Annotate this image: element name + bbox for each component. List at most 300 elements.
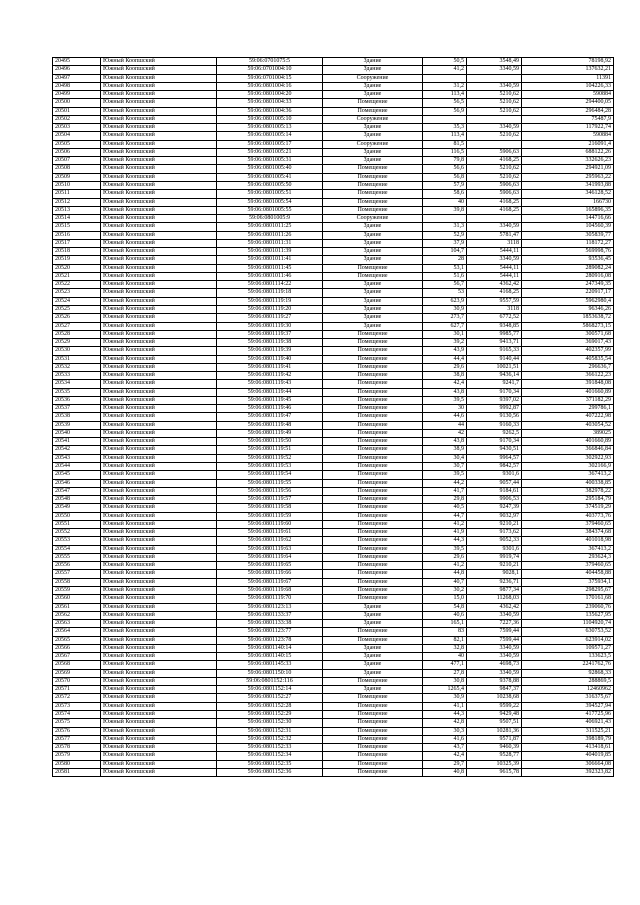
value-cell: 590884 bbox=[522, 91, 614, 99]
price-cell: 3340,59 bbox=[467, 82, 522, 90]
table-row bbox=[53, 545, 614, 553]
row-id-cell: 20517 bbox=[53, 239, 101, 247]
value-cell: 407222,98 bbox=[522, 413, 614, 421]
area-cell: 30,9 bbox=[423, 694, 467, 702]
value-cell: 400338,85 bbox=[522, 479, 614, 487]
table-row bbox=[53, 644, 614, 652]
cadastral-number-cell: 59:06:0801119:37 bbox=[217, 330, 323, 338]
object-type-cell: Помещение bbox=[323, 677, 423, 685]
object-type-cell: Помещение bbox=[323, 479, 423, 487]
object-type-cell: Помещение bbox=[323, 520, 423, 528]
price-cell: 9919,74 bbox=[467, 553, 522, 561]
table-row bbox=[53, 289, 614, 297]
object-type-cell: Здание bbox=[323, 686, 423, 694]
row-id-cell: 20510 bbox=[53, 181, 101, 189]
cadastral-number-cell: 59:06:0801005:40 bbox=[217, 165, 323, 173]
price-cell: 9528,77 bbox=[467, 752, 522, 760]
table-row bbox=[53, 446, 614, 454]
district-cell: Южный Коопшский bbox=[101, 405, 217, 413]
table-row bbox=[53, 463, 614, 471]
row-id-cell: 20520 bbox=[53, 264, 101, 272]
row-id-cell: 20575 bbox=[53, 719, 101, 727]
table-row bbox=[53, 148, 614, 156]
area-cell: 113,4 bbox=[423, 91, 467, 99]
area-cell: 39,8 bbox=[423, 206, 467, 214]
price-cell: 9571,87 bbox=[467, 735, 522, 743]
cadastral-number-cell: 59:06:0801005:51 bbox=[217, 190, 323, 198]
object-type-cell: Помещение bbox=[323, 446, 423, 454]
area-cell: 32,8 bbox=[423, 644, 467, 652]
cadastral-table-sheet bbox=[52, 57, 613, 777]
area-cell: 44,7 bbox=[423, 512, 467, 520]
value-cell: 293624,3 bbox=[522, 553, 614, 561]
area-cell: 37,9 bbox=[423, 239, 467, 247]
value-cell: 288869,5 bbox=[522, 677, 614, 685]
district-cell: Южный Коопшский bbox=[101, 686, 217, 694]
area-cell: 44,3 bbox=[423, 537, 467, 545]
table-row bbox=[53, 264, 614, 272]
table-row bbox=[53, 661, 614, 669]
district-cell: Южный Коопшский bbox=[101, 496, 217, 504]
cadastral-number-cell: 59:06:0801119:58 bbox=[217, 504, 323, 512]
cadastral-number-cell: 59:06:0801119:61 bbox=[217, 529, 323, 537]
price-cell: 9165,33 bbox=[467, 347, 522, 355]
table-row bbox=[53, 595, 614, 603]
district-cell: Южный Коопшский bbox=[101, 74, 217, 82]
price-cell: 6772,52 bbox=[467, 314, 522, 322]
value-cell: 109571,27 bbox=[522, 644, 614, 652]
district-cell: Южный Коопшский bbox=[101, 148, 217, 156]
district-cell: Южный Коопшский bbox=[101, 115, 217, 123]
row-id-cell: 20543 bbox=[53, 454, 101, 462]
row-id-cell: 20571 bbox=[53, 686, 101, 694]
table-row bbox=[53, 198, 614, 206]
object-type-cell: Помещение bbox=[323, 272, 423, 280]
row-id-cell: 20541 bbox=[53, 438, 101, 446]
row-id-cell: 20534 bbox=[53, 380, 101, 388]
object-type-cell: Помещение bbox=[323, 710, 423, 718]
value-cell: 316375,67 bbox=[522, 694, 614, 702]
cadastral-number-cell: 59:06:0801152:27 bbox=[217, 694, 323, 702]
price-cell: 4168,25 bbox=[467, 198, 522, 206]
cadastral-number-cell: 59:06:0801119:46 bbox=[217, 405, 323, 413]
cadastral-number-cell: 59:06:0801114:22 bbox=[217, 281, 323, 289]
table-row bbox=[53, 529, 614, 537]
area-cell bbox=[423, 215, 467, 223]
row-id-cell: 20540 bbox=[53, 429, 101, 437]
table-row bbox=[53, 82, 614, 90]
value-cell: 104226,33 bbox=[522, 82, 614, 90]
district-cell: Южный Коопшский bbox=[101, 768, 217, 776]
cadastral-number-cell: 59:06:0801152:29 bbox=[217, 710, 323, 718]
price-cell: 9032,97 bbox=[467, 512, 522, 520]
value-cell: 569998,76 bbox=[522, 248, 614, 256]
value-cell: 280916,08 bbox=[522, 272, 614, 280]
cadastral-number-cell: 59:06:0801119:38 bbox=[217, 339, 323, 347]
table-row bbox=[53, 380, 614, 388]
value-cell: 382978,22 bbox=[522, 487, 614, 495]
row-id-cell: 20514 bbox=[53, 215, 101, 223]
object-type-cell: Здание bbox=[323, 248, 423, 256]
area-cell: 41,2 bbox=[423, 520, 467, 528]
value-cell: 688122,26 bbox=[522, 148, 614, 156]
price-cell: 3340,59 bbox=[467, 66, 522, 74]
cadastral-number-cell: 59:06:0801011:31 bbox=[217, 239, 323, 247]
area-cell: 52,9 bbox=[423, 231, 467, 239]
cadastral-number-cell: 59:06:0801119:55 bbox=[217, 479, 323, 487]
row-id-cell: 20562 bbox=[53, 611, 101, 619]
row-id-cell: 20527 bbox=[53, 322, 101, 330]
row-id-cell: 20567 bbox=[53, 653, 101, 661]
district-cell: Южный Коопшский bbox=[101, 727, 217, 735]
value-cell: 366122,23 bbox=[522, 372, 614, 380]
price-cell: 3340,59 bbox=[467, 223, 522, 231]
district-cell: Южный Коопшский bbox=[101, 529, 217, 537]
table-row bbox=[53, 553, 614, 561]
district-cell: Южный Коопшский bbox=[101, 760, 217, 768]
price-cell: 9348,85 bbox=[467, 322, 522, 330]
table-row bbox=[53, 181, 614, 189]
value-cell: 1853638,72 bbox=[522, 314, 614, 322]
row-id-cell: 20518 bbox=[53, 248, 101, 256]
district-cell: Южный Коопшский bbox=[101, 454, 217, 462]
object-type-cell: Помещение bbox=[323, 768, 423, 776]
object-type-cell: Здание bbox=[323, 223, 423, 231]
price-cell: 9210,21 bbox=[467, 520, 522, 528]
area-cell: 38,9 bbox=[423, 446, 467, 454]
row-id-cell: 20550 bbox=[53, 512, 101, 520]
area-cell: 40,5 bbox=[423, 504, 467, 512]
price-cell: 5210,62 bbox=[467, 107, 522, 115]
object-type-cell: Помещение bbox=[323, 173, 423, 181]
object-type-cell: Помещение bbox=[323, 380, 423, 388]
row-id-cell: 20578 bbox=[53, 744, 101, 752]
value-cell: 133623,5 bbox=[522, 653, 614, 661]
row-id-cell: 20556 bbox=[53, 562, 101, 570]
table-row bbox=[53, 512, 614, 520]
object-type-cell: Помещение bbox=[323, 496, 423, 504]
price-cell: 3340,59 bbox=[467, 124, 522, 132]
row-id-cell: 20535 bbox=[53, 388, 101, 396]
value-cell: 371182,29 bbox=[522, 396, 614, 404]
value-cell: 369017,43 bbox=[522, 339, 614, 347]
district-cell: Южный Коопшский bbox=[101, 380, 217, 388]
price-cell: 5210,62 bbox=[467, 99, 522, 107]
area-cell: 116,5 bbox=[423, 148, 467, 156]
price-cell bbox=[467, 74, 522, 82]
table-row bbox=[53, 206, 614, 214]
object-type-cell: Помещение bbox=[323, 181, 423, 189]
row-id-cell: 20549 bbox=[53, 504, 101, 512]
table-row bbox=[53, 752, 614, 760]
value-cell: 366846,84 bbox=[522, 446, 614, 454]
value-cell: 239060,76 bbox=[522, 603, 614, 611]
area-cell: 51,6 bbox=[423, 272, 467, 280]
value-cell: 93536,45 bbox=[522, 256, 614, 264]
table-row bbox=[53, 504, 614, 512]
row-id-cell: 20539 bbox=[53, 421, 101, 429]
table-row bbox=[53, 677, 614, 685]
value-cell: 137632,21 bbox=[522, 66, 614, 74]
table-row bbox=[53, 744, 614, 752]
row-id-cell: 20576 bbox=[53, 727, 101, 735]
district-cell: Южный Коопшский bbox=[101, 297, 217, 305]
row-id-cell: 20498 bbox=[53, 82, 101, 90]
price-cell: 4168,25 bbox=[467, 157, 522, 165]
cadastral-number-cell: 59:06:0801152:36 bbox=[217, 768, 323, 776]
value-cell: 75487,9 bbox=[522, 115, 614, 123]
value-cell: 398189,79 bbox=[522, 735, 614, 743]
row-id-cell: 20513 bbox=[53, 206, 101, 214]
table-row bbox=[53, 223, 614, 231]
cadastral-number-cell: 59:06:0801119:63 bbox=[217, 545, 323, 553]
value-cell: 379460,65 bbox=[522, 520, 614, 528]
cadastral-number-cell: 59:06:0801005:14 bbox=[217, 132, 323, 140]
district-cell: Южный Коопшский bbox=[101, 58, 217, 66]
row-id-cell: 20503 bbox=[53, 124, 101, 132]
object-type-cell: Здание bbox=[323, 66, 423, 74]
row-id-cell: 20530 bbox=[53, 347, 101, 355]
area-cell: 35,3 bbox=[423, 124, 467, 132]
row-id-cell: 20509 bbox=[53, 173, 101, 181]
price-cell: 9847,37 bbox=[467, 686, 522, 694]
price-cell: 7599,44 bbox=[467, 636, 522, 644]
area-cell: 623,9 bbox=[423, 297, 467, 305]
price-cell: 9436,14 bbox=[467, 372, 522, 380]
area-cell: 82,1 bbox=[423, 636, 467, 644]
table-row bbox=[53, 628, 614, 636]
price-cell: 9210,21 bbox=[467, 562, 522, 570]
price-cell: 9557,59 bbox=[467, 297, 522, 305]
district-cell: Южный Коопшский bbox=[101, 677, 217, 685]
cadastral-number-cell: 59:06:0801150:10 bbox=[217, 669, 323, 677]
area-cell: 29,6 bbox=[423, 363, 467, 371]
table-row bbox=[53, 603, 614, 611]
cadastral-number-cell: 59:06:0801005:54 bbox=[217, 198, 323, 206]
district-cell: Южный Коопшский bbox=[101, 719, 217, 727]
cadastral-number-cell: 59:06:0801119:64 bbox=[217, 553, 323, 561]
value-cell: 374519,29 bbox=[522, 504, 614, 512]
district-cell: Южный Коопшский bbox=[101, 446, 217, 454]
row-id-cell: 20581 bbox=[53, 768, 101, 776]
area-cell: 44,3 bbox=[423, 710, 467, 718]
price-cell: 9170,34 bbox=[467, 438, 522, 446]
price-cell: 9460,39 bbox=[467, 744, 522, 752]
cadastral-value-table bbox=[52, 57, 614, 777]
price-cell: 9160,33 bbox=[467, 421, 522, 429]
price-cell: 4362,42 bbox=[467, 603, 522, 611]
area-cell: 56,8 bbox=[423, 173, 467, 181]
row-id-cell: 20545 bbox=[53, 471, 101, 479]
district-cell: Южный Коопшский bbox=[101, 429, 217, 437]
table-row bbox=[53, 58, 614, 66]
cadastral-number-cell: 59:06:0801119:39 bbox=[217, 347, 323, 355]
object-type-cell: Здание bbox=[323, 620, 423, 628]
row-id-cell: 20577 bbox=[53, 735, 101, 743]
area-cell: 39,2 bbox=[423, 339, 467, 347]
cadastral-number-cell: 59:06:0801005:13 bbox=[217, 124, 323, 132]
cadastral-number-cell: 59:06:0801005:17 bbox=[217, 140, 323, 148]
object-type-cell: Помещение bbox=[323, 463, 423, 471]
area-cell: 42 bbox=[423, 429, 467, 437]
area-cell: 30,3 bbox=[423, 727, 467, 735]
area-cell: 477,1 bbox=[423, 661, 467, 669]
price-cell: 9906,53 bbox=[467, 496, 522, 504]
cadastral-number-cell: 59:06:0801152:116 bbox=[217, 677, 323, 685]
object-type-cell: Помещение bbox=[323, 760, 423, 768]
district-cell: Южный Коопшский bbox=[101, 132, 217, 140]
price-cell: 4362,42 bbox=[467, 281, 522, 289]
object-type-cell: Помещение bbox=[323, 330, 423, 338]
value-cell: 341993,88 bbox=[522, 181, 614, 189]
cadastral-number-cell: 59:06:0801119:30 bbox=[217, 322, 323, 330]
price-cell: 9057,44 bbox=[467, 479, 522, 487]
district-cell: Южный Коопшский bbox=[101, 479, 217, 487]
price-cell: 9236,71 bbox=[467, 578, 522, 586]
cadastral-number-cell: 59:06:0801119:48 bbox=[217, 421, 323, 429]
district-cell: Южный Коопшский bbox=[101, 223, 217, 231]
row-id-cell: 20574 bbox=[53, 710, 101, 718]
table-row bbox=[53, 132, 614, 140]
object-type-cell: Здание bbox=[323, 289, 423, 297]
table-row bbox=[53, 562, 614, 570]
value-cell: 367413,2 bbox=[522, 545, 614, 553]
district-cell: Южный Коопшский bbox=[101, 545, 217, 553]
value-cell: 623914,02 bbox=[522, 636, 614, 644]
table-row bbox=[53, 215, 614, 223]
price-cell: 5906,63 bbox=[467, 181, 522, 189]
price-cell: 9615,78 bbox=[467, 768, 522, 776]
area-cell: 50,5 bbox=[423, 58, 467, 66]
object-type-cell: Помещение bbox=[323, 595, 423, 603]
row-id-cell: 20570 bbox=[53, 677, 101, 685]
price-cell: 4698,73 bbox=[467, 661, 522, 669]
district-cell: Южный Коопшский bbox=[101, 388, 217, 396]
cadastral-number-cell: 59:06:0801011:45 bbox=[217, 264, 323, 272]
table-row bbox=[53, 91, 614, 99]
district-cell: Южный Коопшский bbox=[101, 305, 217, 313]
table-row bbox=[53, 388, 614, 396]
value-cell: 78198,92 bbox=[522, 58, 614, 66]
area-cell: 39,5 bbox=[423, 396, 467, 404]
area-cell: 30,1 bbox=[423, 330, 467, 338]
cadastral-number-cell: 59:06:0801004:20 bbox=[217, 91, 323, 99]
row-id-cell: 20496 bbox=[53, 66, 101, 74]
cadastral-number-cell: 59:06:0801152:34 bbox=[217, 752, 323, 760]
area-cell: 41,2 bbox=[423, 562, 467, 570]
table-row bbox=[53, 653, 614, 661]
row-id-cell: 20495 bbox=[53, 58, 101, 66]
table-row bbox=[53, 702, 614, 710]
price-cell: 7599,44 bbox=[467, 628, 522, 636]
cadastral-number-cell: 59:06:0801005:50 bbox=[217, 181, 323, 189]
table-row bbox=[53, 165, 614, 173]
area-cell: 273,7 bbox=[423, 314, 467, 322]
row-id-cell: 20502 bbox=[53, 115, 101, 123]
district-cell: Южный Коопшский bbox=[101, 190, 217, 198]
price-cell: 9052,33 bbox=[467, 537, 522, 545]
cadastral-number-cell: 59:06:0801152:35 bbox=[217, 760, 323, 768]
district-cell: Южный Коопшский bbox=[101, 66, 217, 74]
object-type-cell: Сооружение bbox=[323, 215, 423, 223]
object-type-cell: Здание bbox=[323, 297, 423, 305]
row-id-cell: 20506 bbox=[53, 148, 101, 156]
district-cell: Южный Коопшский bbox=[101, 239, 217, 247]
object-type-cell: Помещение bbox=[323, 347, 423, 355]
cadastral-number-cell: 59:06:0801119:44 bbox=[217, 388, 323, 396]
value-cell: 346128,52 bbox=[522, 190, 614, 198]
area-cell: 42,4 bbox=[423, 380, 467, 388]
area-cell: 41,9 bbox=[423, 529, 467, 537]
price-cell: 9429,48 bbox=[467, 710, 522, 718]
value-cell: 165896,35 bbox=[522, 206, 614, 214]
table-row bbox=[53, 330, 614, 338]
price-cell: 7227,36 bbox=[467, 620, 522, 628]
cadastral-number-cell: 59:06:0801140:15 bbox=[217, 653, 323, 661]
district-cell: Южный Коопшский bbox=[101, 173, 217, 181]
district-cell: Южный Коопшский bbox=[101, 99, 217, 107]
district-cell: Южный Коопшский bbox=[101, 181, 217, 189]
object-type-cell: Помещение bbox=[323, 744, 423, 752]
object-type-cell: Помещение bbox=[323, 413, 423, 421]
value-cell: 401660,89 bbox=[522, 438, 614, 446]
value-cell: 296484,28 bbox=[522, 107, 614, 115]
price-cell: 3340,59 bbox=[467, 611, 522, 619]
area-cell: 41,2 bbox=[423, 66, 467, 74]
row-id-cell: 20538 bbox=[53, 413, 101, 421]
row-id-cell: 20572 bbox=[53, 694, 101, 702]
cadastral-number-cell: 59:06:0801119:42 bbox=[217, 372, 323, 380]
price-cell: 9170,34 bbox=[467, 388, 522, 396]
table-row bbox=[53, 421, 614, 429]
district-cell: Южный Коопшский bbox=[101, 512, 217, 520]
table-row bbox=[53, 314, 614, 322]
area-cell: 53 bbox=[423, 289, 467, 297]
row-id-cell: 20553 bbox=[53, 537, 101, 545]
value-cell: 300571,68 bbox=[522, 330, 614, 338]
object-type-cell: Здание bbox=[323, 322, 423, 330]
value-cell: 394527,94 bbox=[522, 702, 614, 710]
price-cell: 5906,63 bbox=[467, 190, 522, 198]
area-cell: 29,6 bbox=[423, 553, 467, 561]
district-cell: Южный Коопшский bbox=[101, 702, 217, 710]
table-row bbox=[53, 231, 614, 239]
cadastral-number-cell: 59:06:0801119:18 bbox=[217, 289, 323, 297]
cadastral-number-cell: 59:06:0801119:53 bbox=[217, 463, 323, 471]
district-cell: Южный Коопшский bbox=[101, 272, 217, 280]
table-row bbox=[53, 669, 614, 677]
district-cell: Южный Коопшский bbox=[101, 140, 217, 148]
district-cell: Южный Коопшский bbox=[101, 165, 217, 173]
table-row bbox=[53, 297, 614, 305]
price-cell: 5210,62 bbox=[467, 173, 522, 181]
row-id-cell: 20505 bbox=[53, 140, 101, 148]
row-id-cell: 20560 bbox=[53, 595, 101, 603]
table-row bbox=[53, 694, 614, 702]
area-cell bbox=[423, 115, 467, 123]
row-id-cell: 20504 bbox=[53, 132, 101, 140]
district-cell: Южный Коопшский bbox=[101, 653, 217, 661]
table-row bbox=[53, 107, 614, 115]
row-id-cell: 20564 bbox=[53, 628, 101, 636]
district-cell: Южный Коопшский bbox=[101, 694, 217, 702]
cadastral-number-cell: 59:06:0801119:43 bbox=[217, 380, 323, 388]
value-cell: 302922,93 bbox=[522, 454, 614, 462]
price-cell: 9964,57 bbox=[467, 454, 522, 462]
table-row bbox=[53, 248, 614, 256]
value-cell: 294400,05 bbox=[522, 99, 614, 107]
row-id-cell: 20516 bbox=[53, 231, 101, 239]
